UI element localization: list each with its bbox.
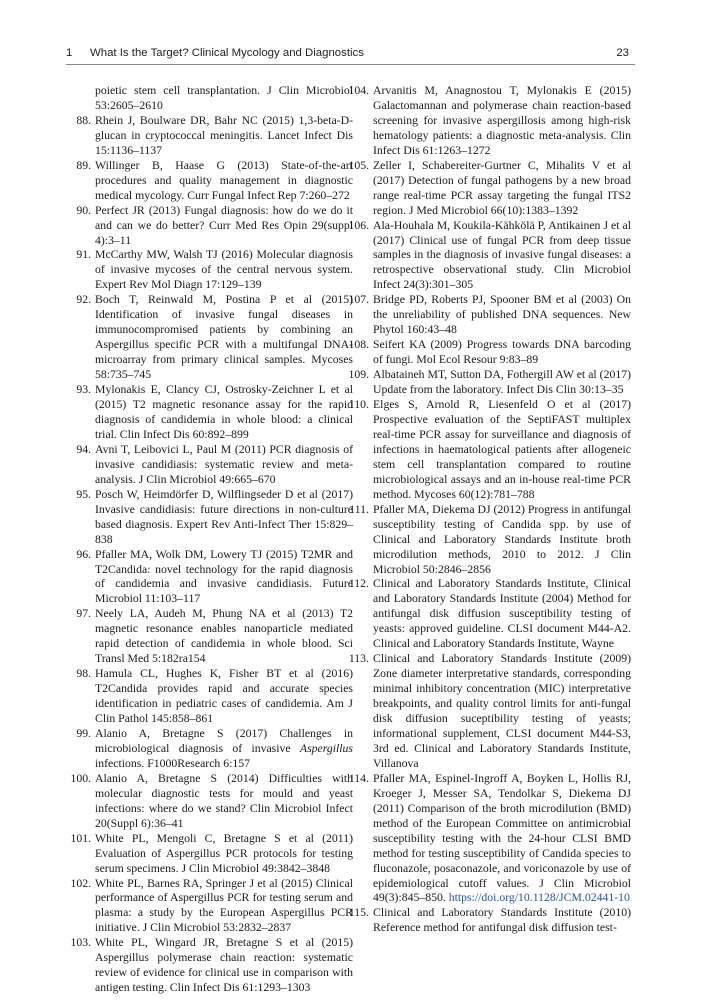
reference-number: 102. [70,876,91,890]
reference-text: Posch W, Heimdörfer D, Wilflingseder D et al (2017) Invasive candidiasis: future directions in non-culture based diagnosis. Expert Rev Anti-Infect Ther 15:829–838 [95,487,353,546]
reference-text: Perfect JR (2013) Fungal diagnosis: how do we do it and can we do better? Curr Med Res Opin 29(suppl 4):3–11 [95,203,353,247]
reference-text: Pfaller MA, Diekema DJ (2012) Progress in antifungal susceptibility testing of Candida spp. by use of Clinical and Laboratory Standards Institute broth microdilution methods, 2010 to 2012. J Clin Microbiol 50:2846–2856 [373,502,631,576]
reference-entry [344,772,631,907]
reference-entry [344,906,631,936]
reference-entry [344,293,631,338]
chapter-title: What Is the Target? Clinical Mycology and Diagnostics [90,47,364,59]
reference-text-part: Pfaller MA, Espinel-Ingroff A, Boyken L, Hollis RJ, Kroeger J, Messer SA, Tendolkar S, Diekema DJ (2011) Comparison of the broth microdilution (BMD) method of the European Committee on antimicrobial susceptibility testing with the 24-hour CLSI BMD method for testing susceptibility of Candida species to fluconazole, posaconazole, and voriconazole by use of epidemiological cutoff values. J Clin Microbiol 49(3):845–850. [373,771,631,905]
reference-entry [344,398,631,503]
reference-entry [66,248,353,293]
reference-number: 105. [348,158,369,172]
reference-number: 109. [348,368,369,382]
reference-text [95,727,353,772]
reference-entry [344,219,631,294]
reference-entry [66,293,353,383]
reference-text: Zeller I, Schabereiter-Gurtner C, Mihalits V et al (2017) Detection of fungal pathogens by a new broad range real-time PCR assay targeting the fungal ITS2 region. J Med Microbiol 66(10):1383–1392 [373,158,631,217]
reference-text: White PL, Mengoli C, Bretagne S et al (2011) Evaluation of Aspergillus PCR protocols for testing serum specimens. J Clin Microbiol 49:3842–3848 [95,831,353,875]
reference-text: Avni T, Leibovici L, Paul M (2011) PCR diagnosis of invasive candidiasis: systematic review and meta-analysis. J Clin Microbiol 49:665–670 [95,442,353,486]
reference-text: poietic stem cell transplantation. J Clin Microbiol 53:2605–2610 [95,84,353,112]
reference-number: 108. [348,338,369,352]
reference-text: Arvanitis M, Anagnostou T, Mylonakis E (2015) Galactomannan and polymerase chain reaction-based screening for invasive aspergillosis among high-risk hematology patients: a diagnostic meta-analysis. Clin Infect Dis 61:1263–1272 [373,84,631,157]
reference-entry [66,383,353,443]
reference-number: 93. [76,383,91,397]
reference-text: Clinical and Laboratory Standards Institute (2010) Reference method for antifungal disk diffusion test- [373,906,631,935]
reference-text-part: infections. F1000Research 6:157 [95,756,251,770]
reference-number: 112. [348,577,369,591]
reference-entry [66,159,353,204]
reference-column-left [66,84,353,996]
reference-entry [66,548,353,608]
reference-entry [344,577,631,652]
reference-number: 88. [76,113,91,127]
reference-text: White PL, Wingard JR, Bretagne S et al (2015) Aspergillus polymerase chain reaction: systematic review of evidence for clinical use in comparison with antigen testing. Clin Infect Dis 61:1293–1303 [95,936,353,995]
reference-number: 94. [76,442,91,456]
reference-number: 95. [76,487,91,501]
reference-entry [66,877,353,937]
reference-entry [66,936,353,996]
chapter-number: 1 [66,47,73,59]
reference-number: 104. [348,84,369,97]
reference-entry [344,652,631,772]
reference-text [373,772,631,907]
reference-entry [66,832,353,877]
reference-text: Bridge PD, Roberts PJ, Spooner BM et al (2003) On the unreliability of published DNA sequences. New Phytol 160:43–48 [373,293,631,337]
reference-entry [66,667,353,727]
reference-entry [66,772,353,832]
reference-entry [66,607,353,667]
reference-number: 113. [348,652,369,666]
reference-text: White PL, Barnes RA, Springer J et al (2015) Clinical performance of Aspergillus PCR for testing serum and plasma: a study by the European Aspergillus PCR initiative. J Clin Microbiol 53:2832–2837 [95,876,353,935]
reference-entry [344,368,631,398]
reference-italic-term: Aspergillus [299,741,353,755]
reference-number: 114. [348,771,369,785]
reference-text: Hamula CL, Hughes K, Fisher BT et al (2016) T2Candida provides rapid and accurate species identification in pediatric cases of candidemia. Am J Clin Pathol 145:858–861 [95,667,353,726]
reference-text: Ala-Houhala M, Koukila-Kähkölä P, Antikainen J et al (2017) Clinical use of fungal PCR from deep tissue samples in the diagnosis of invasive fungal diseases: a retrospective observational study. Clin Microbiol Infect 24(3):301–305 [373,218,631,292]
reference-number: 103. [70,936,91,950]
reference-number: 89. [76,158,91,172]
reference-number: 97. [76,607,91,621]
reference-text: McCarthy MW, Walsh TJ (2016) Molecular diagnosis of invasive mycoses of the central nervous system. Expert Rev Mol Diagn 17:129–139 [95,248,353,292]
reference-entry [344,338,631,368]
doi-link[interactable]: https://doi.org/10.1128/JCM.02441-10 [448,891,630,905]
reference-text: Willinger B, Haase G (2013) State-of-the-art procedures and quality management in diagnostic medical mycology. Curr Fungal Infect Rep 7:260–272 [95,158,353,202]
reference-text: Clinical and Laboratory Standards Institute, Clinical and Laboratory Standards Institute (2004) Method for antifungal disk diffusion susceptibility testing of yeasts: approved guideline. CLSI document M44-A2. Clinical and Laboratory Standards Institute, Wayne [373,577,631,651]
reference-text: Neely LA, Audeh M, Phung NA et al (2013) T2 magnetic resonance enables nanoparticle mediated rapid detection of candidemia in whole blood. Sci Transl Med 5:182ra154 [95,607,353,666]
reference-entry [66,204,353,249]
reference-number: 111. [349,502,369,516]
reference-entry [66,114,353,159]
reference-entry [344,84,631,159]
running-header [66,47,629,63]
reference-entry [344,503,631,578]
reference-text: Clinical and Laboratory Standards Institute (2009) Zone diameter interpretative standards, corresponding minimal inhibitory concentration (MIC) interpretative breakpoints, and quality control limits for anti-fungal disk diffusion suceptibility testing of yeasts; informational supplement, CLSI document M44-S3, 3rd ed. Clinical and Laboratory Standards Institute, Villanova [373,652,631,770]
reference-text: Albataineh MT, Sutton DA, Fothergill AW et al (2017) Update from the laboratory. Infect Dis Clin 30:13–35 [373,368,631,397]
header-rule [66,64,635,65]
reference-number: 115. [348,906,369,920]
reference-number: 96. [76,547,91,561]
reference-number: 92. [76,293,91,307]
reference-entry [66,727,353,772]
reference-entry [344,159,631,219]
reference-number: 91. [76,248,91,262]
reference-text: Elges S, Arnold R, Liesenfeld O et al (2017) Prospective evaluation of the SeptiFAST multiplex real-time PCR assay for surveillance and diagnosis of infections in haematological patients after allogeneic stem cell transplantation compared to routine microbiological assays and an in-house real-time PCR method. Mycoses 60(12):781–788 [373,398,631,501]
reference-number: 107. [348,293,369,307]
reference-text: Rhein J, Boulware DR, Bahr NC (2015) 1,3-beta-D-glucan in cryptococcal meningitis. Lancet Infect Dis 15:1136–1137 [95,113,353,157]
reference-text-part: Alanio A, Bretagne S (2017) Challenges in microbiological diagnosis of invasive [95,726,353,755]
reference-number: 99. [76,726,91,740]
reference-entry [66,443,353,488]
page-number: 23 [616,47,629,59]
reference-number: 98. [76,667,91,681]
reference-text: Mylonakis E, Clancy CJ, Ostrosky-Zeichner L et al (2015) T2 magnetic resonance assay for the rapid diagnosis of candidemia in whole blood: a clinical trial. Clin Infect Dis 60:892–899 [95,383,353,441]
reference-number: 100. [70,771,91,785]
reference-number: 110. [348,398,369,412]
reference-column-right [344,84,631,936]
reference-text: Alanio A, Bretagne S (2014) Difficulties with molecular diagnostic tests for mould and yeast infections: where do we stand? Clin Microbiol Infect 20(Suppl 6):36–41 [95,771,353,830]
reference-number: 90. [76,203,91,217]
reference-entry [66,84,353,114]
reference-entry [66,488,353,548]
reference-text: Seifert KA (2009) Progress towards DNA barcoding of fungi. Mol Ecol Resour 9:83–89 [373,338,631,367]
reference-text: Boch T, Reinwald M, Postina P et al (2015) Identification of invasive fungal diseases in immunocompromised patients by combining an Aspergillus specific PCR with a multifungal DNA-microarray from primary clinical samples. Mycoses 58:735–745 [95,293,353,382]
reference-number: 101. [70,831,91,845]
reference-text: Pfaller MA, Wolk DM, Lowery TJ (2015) T2MR and T2Candida: novel technology for the rapid diagnosis of candidemia and invasive candidiasis. Future Microbiol 11:103–117 [95,547,353,606]
reference-number: 106. [348,218,369,232]
